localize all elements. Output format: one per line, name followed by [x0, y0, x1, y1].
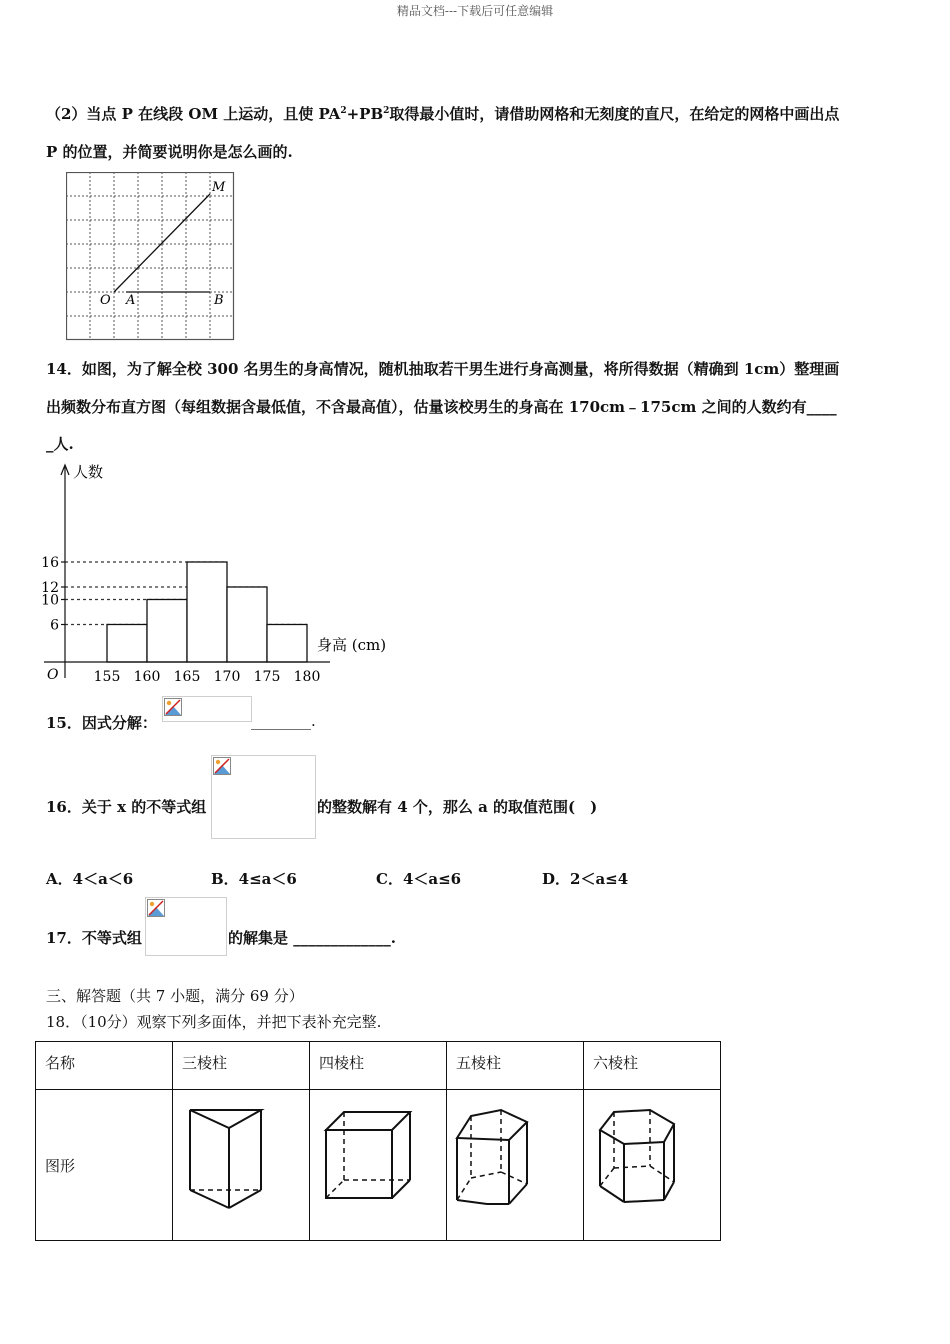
figure-cell	[584, 1090, 721, 1241]
x-tick-label: 165	[173, 669, 201, 685]
q14-line1: 14．如图，为了解全校 300 名男生的身高情况，随机抽取若干男生进行身高测量，将所得数据（精确到 1cm）整理画	[46, 360, 840, 378]
histogram-bar-165-170	[187, 562, 227, 662]
figure-cell	[447, 1090, 584, 1241]
y-tick-label: 16	[41, 555, 59, 571]
x-axis-label: 身高 (cm)	[317, 636, 387, 654]
q16-choice-a: A．4＜a＜6	[46, 870, 134, 888]
label-a: A	[126, 293, 136, 308]
q16-before: 16．关于 x 的不等式组	[46, 798, 207, 816]
table-header-cell: 五棱柱	[447, 1042, 584, 1090]
triangular-prism-figure	[173, 1090, 309, 1236]
pentagonal-prism-figure	[447, 1090, 583, 1236]
q16-choice-d: D．2＜a≤4	[542, 870, 629, 888]
q15-blank: ________.	[251, 712, 316, 730]
section3-title: 三、解答题（共 7 小题，满分 69 分）	[46, 987, 304, 1005]
grid-figure	[66, 172, 236, 342]
q18-text: 18．（10分）观察下列多面体，并把下表补充完整.	[46, 1013, 382, 1031]
y-tick-label: 6	[50, 617, 59, 634]
table-figure-row	[36, 1090, 721, 1241]
broken-image-icon	[213, 757, 231, 775]
q14-line2: 出频数分布直方图（每组数据含最低值，不含最高值），估量该校男生的身高在 170cm﹣175cm 之间的人数约有____	[46, 398, 837, 416]
q16-choice-c: C．4＜a≤6	[376, 870, 462, 888]
q17-before: 17．不等式组	[46, 929, 142, 947]
q13-sup1: 2	[340, 106, 347, 116]
broken-image-icon	[164, 698, 182, 716]
x-tick-label: 175	[253, 669, 281, 685]
x-tick-label: 155	[93, 669, 121, 685]
table-header-cell: 名称	[36, 1042, 173, 1090]
histogram-chart	[30, 455, 410, 690]
row-label-text: 图形	[45, 1156, 76, 1175]
q16-after: 的整数解有 4 个，那么 a 的取值范围( )	[317, 798, 598, 816]
hexagonal-prism-figure	[584, 1090, 720, 1236]
x-tick-label: 180	[293, 669, 321, 685]
q13-line1-c: 取得最小值时，请借助网格和无刻度的直尺，在给定的网格中画出点	[389, 105, 840, 123]
q13-line1-b: +PB	[346, 105, 384, 123]
histogram-bar-170-175	[227, 587, 267, 662]
y-tick-label: 12	[41, 580, 59, 596]
q17-after: 的解集是 _____________.	[228, 929, 396, 947]
polyhedra-table	[35, 1041, 721, 1241]
q15-formula-image	[162, 696, 252, 722]
q17-formula-image	[145, 897, 227, 956]
table-header-cell: 三棱柱	[173, 1042, 310, 1090]
histogram-bar-160-165	[147, 600, 187, 663]
q13-line1	[46, 103, 839, 124]
x-tick-label: 170	[213, 669, 241, 685]
q15-text: 15．因式分解：	[46, 714, 157, 732]
table-header-cell: 四棱柱	[310, 1042, 447, 1090]
label-o: O	[100, 293, 111, 308]
q16-formula-image	[211, 755, 316, 839]
q16-choice-b: B．4≤a＜6	[211, 870, 297, 888]
table-header-cell: 六棱柱	[584, 1042, 721, 1090]
q13-sup2: 2	[383, 106, 390, 116]
q13-line2: P 的位置，并简要说明你是怎么画的.	[46, 143, 293, 161]
histogram-bar-155-160	[107, 625, 147, 663]
origin-label: O	[47, 667, 59, 683]
label-b: B	[214, 293, 224, 308]
x-tick-label: 160	[133, 669, 161, 685]
figure-cell	[173, 1090, 310, 1241]
y-tick-label: 10	[41, 592, 59, 609]
page-header: 精品文档---下载后可任意编辑	[396, 4, 554, 18]
q14-line3: _人.	[46, 435, 74, 453]
label-m: M	[212, 180, 226, 195]
table-header-row	[36, 1042, 721, 1090]
square-prism-figure	[310, 1090, 446, 1236]
histogram-bar-175-180	[267, 625, 307, 663]
figure-cell	[310, 1090, 447, 1241]
broken-image-icon	[147, 899, 165, 917]
y-axis-label: 人数	[73, 463, 104, 481]
q13-line1-a: （2）当点 P 在线段 OM 上运动，且使 PA	[46, 105, 341, 123]
table-row-label	[36, 1090, 173, 1241]
